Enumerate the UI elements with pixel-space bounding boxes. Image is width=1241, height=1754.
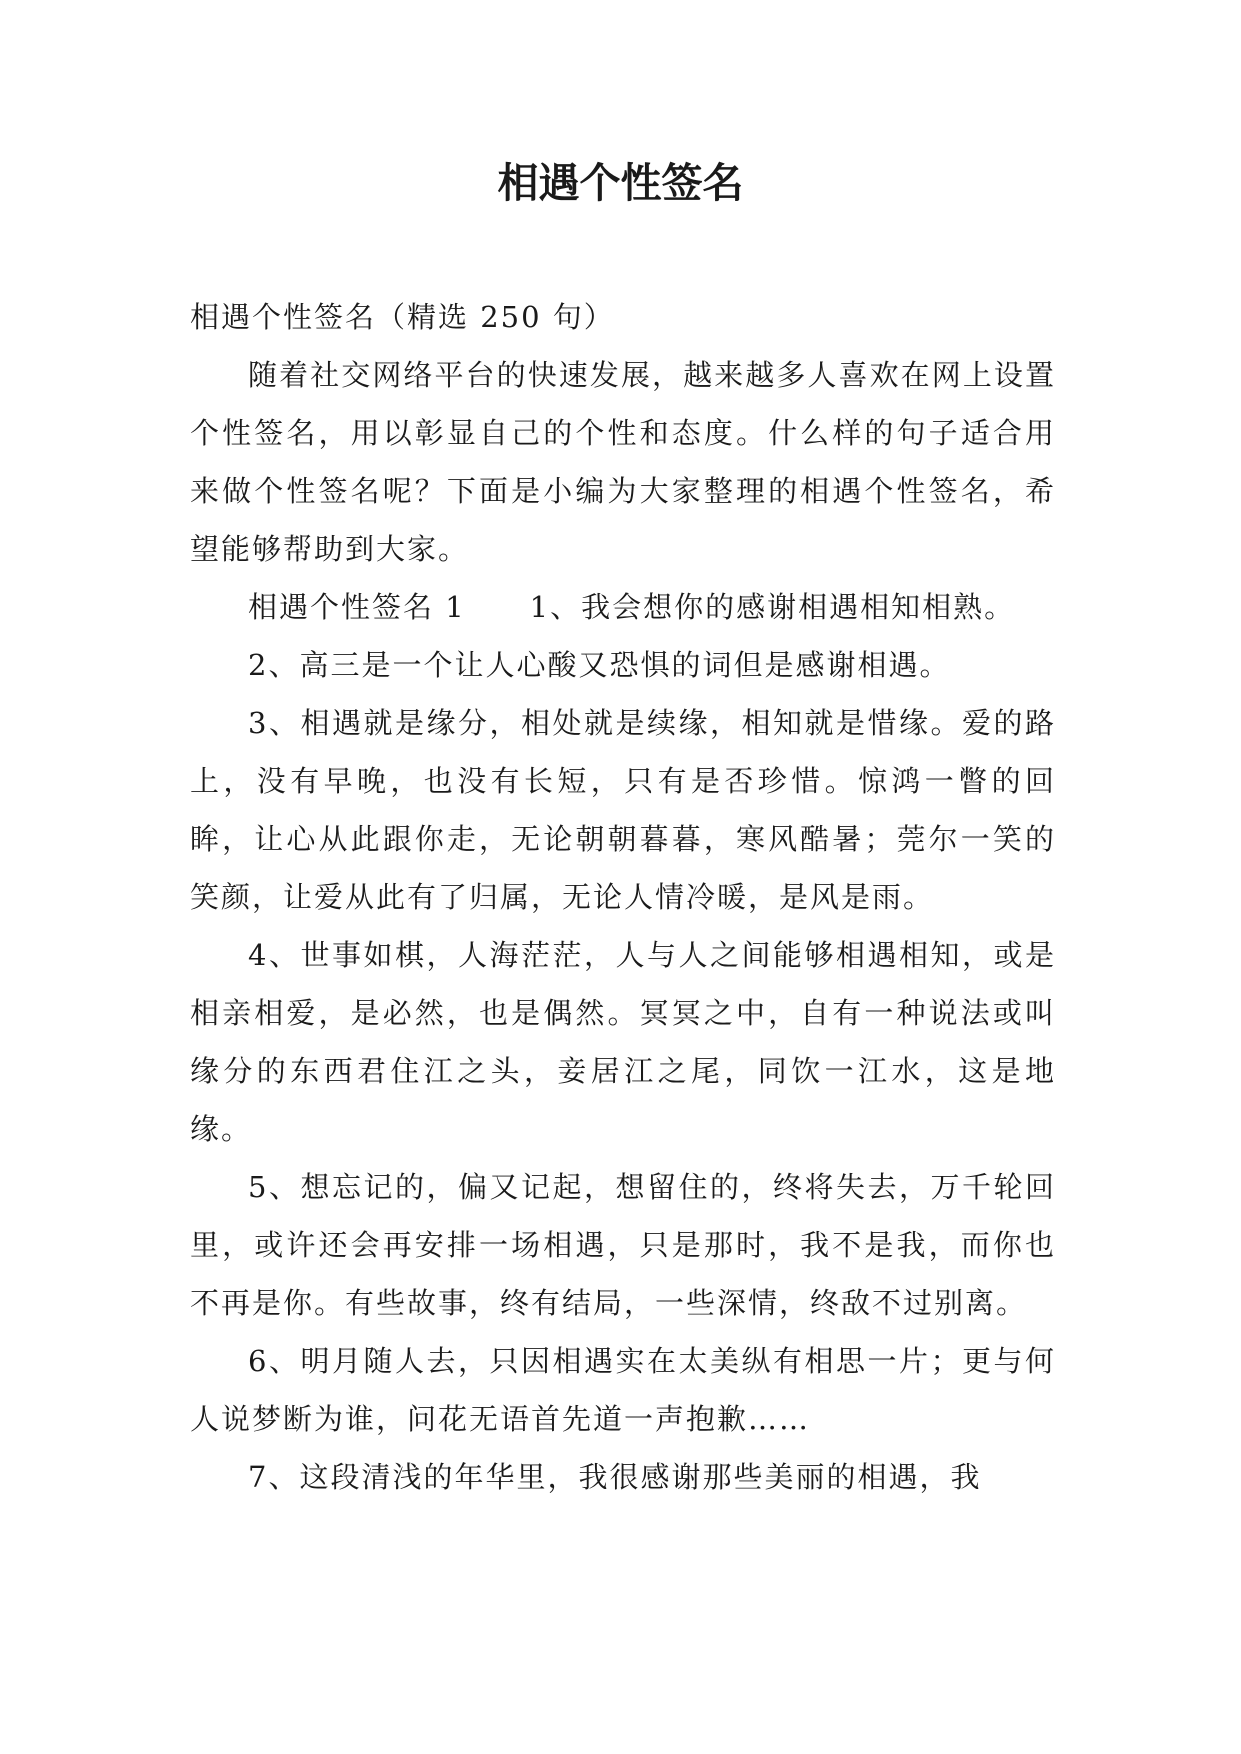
signature-item-1: 1、我会想你的感谢相遇相知相熟。 (529, 590, 1016, 624)
signature-item-4: 4、世事如棋，人海茫茫，人与人之间能够相遇相知，或是相亲相爱，是必然，也是偶然。冥冥之中，自有一种说法或叫缘分的东西君住江之头，妾居江之尾，同饮一江水，这是地缘。 (190, 938, 1056, 1146)
intro-paragraph: 随着社交网络平台的快速发展，越来越多人喜欢在网上设置个性签名，用以彰显自己的个性和态度。什么样的句子适合用来做个性签名呢？下面是小编为大家整理的相遇个性签名，希望能够帮助到大家。 (190, 358, 1056, 566)
document-body (190, 288, 1056, 1506)
document-subtitle: 相遇个性签名（精选 250 句） (190, 300, 615, 334)
document-title: 相遇个性签名 (497, 159, 744, 207)
signature-item-6: 6、明月随人去，只因相遇实在太美纵有相思一片；更与何人说梦断为谁，问花无语首先道一声抱歉…… (190, 1344, 1056, 1436)
signature-item-3: 3、相遇就是缘分，相处就是续缘，相知就是惜缘。爱的路上，没有早晚，也没有长短，只有是否珍惜。惊鸿一瞥的回眸，让心从此跟你走，无论朝朝暮暮，寒风酷暑；莞尔一笑的笑颜，让爱从此有了归属，无论人情冷暖，是风是雨。 (190, 706, 1056, 914)
signature-item-5: 5、想忘记的，偏又记起，想留住的，终将失去，万千轮回里，或许还会再安排一场相遇，只是那时，我不是我，而你也不再是你。有些故事，终有结局，一些深情，终敌不过别离。 (190, 1170, 1056, 1320)
section-heading-line (190, 578, 1056, 636)
signature-item-2: 2、高三是一个让人心酸又恐惧的词但是感谢相遇。 (248, 648, 951, 682)
section-heading: 相遇个性签名 1 (248, 590, 466, 624)
signature-item-7: 7、这段清浅的年华里，我很感谢那些美丽的相遇，我 (248, 1460, 982, 1494)
